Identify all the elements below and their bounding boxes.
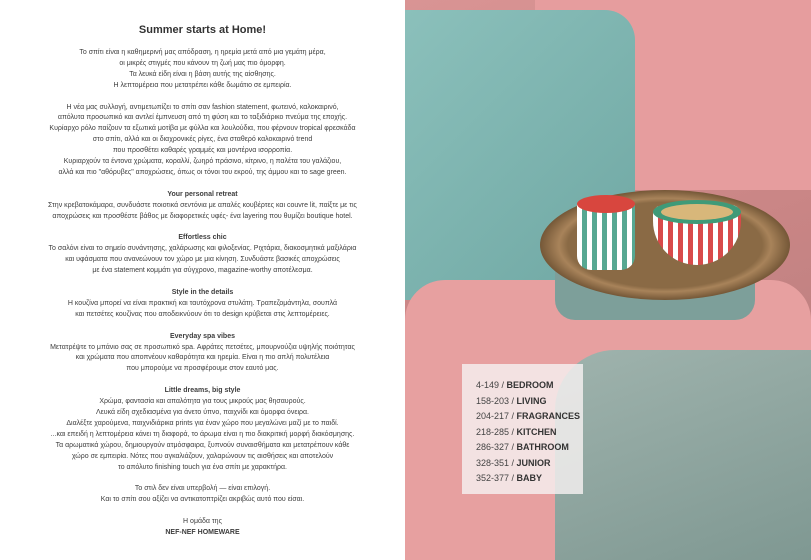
text-line: Στην κρεβατοκάμαρα, συνδυάστε ποιοτικά σεντόνια με απαλές κουβέρτες και couvre lit, παίξτε με τις — [48, 201, 357, 209]
text-line: Διαλέξτε χαρούμενα, παιχνιδιάρικα prints για έναν χώρο που μεγαλώνει μαζί με το παιδί. — [66, 419, 339, 427]
separator: / — [509, 442, 517, 452]
text-line: και χρώματα που αποπνέουν καθαρότητα και ηρεμία. Είναι η πιο απλή πολυτέλεια — [75, 354, 330, 362]
body-text — [0, 48, 405, 539]
text-section — [0, 103, 405, 179]
section-heading: Little dreams, big style — [164, 387, 241, 395]
index-entry[interactable] — [476, 409, 583, 425]
text-line: Κυρίαρχο ρόλο παίζουν τα εξωτικά μοτίβα με φύλλα και λουλούδια, που φέρνουν tropical φρεσκάδα — [49, 125, 356, 133]
text-line: που προσθέτει καθαρές γραμμές και μοντέρνα ισορροπία. — [112, 147, 293, 155]
text-section — [0, 288, 405, 321]
section-heading: Effortless chic — [178, 234, 227, 242]
text-line: Η νέα μας συλλογή, αντιμετωπίζει το σπίτι σαν fashion statement, φωτεινό, καλοκαιρινό, — [66, 103, 339, 111]
section-index — [462, 364, 583, 494]
page-range: 204-217 — [476, 411, 510, 421]
section-label: FRAGRANCES — [516, 411, 581, 421]
text-line: Η ομάδα της — [183, 518, 222, 526]
text-section — [0, 484, 405, 506]
text-line: Μετατρέψτε το μπάνιο σας σε προσωπικό spa. Αφράτες πετσέτες, μπουρνούζια υψηλής ποιότητας — [50, 343, 355, 351]
text-line: και υφάσματα που ανανεώνουν τον χώρο με μια κίνηση. Συνδυάστε βασικές αποχρώσεις — [65, 256, 340, 264]
text-page — [0, 0, 405, 560]
section-heading: Your personal retreat — [167, 190, 238, 198]
separator: / — [509, 473, 517, 483]
text-line: Το σαλόνι είναι το σημείο συνάντησης, χαλάρωσης και φιλοξενίας. Ριχτάρια, διακοσμητικά μαξιλάρια — [48, 245, 357, 253]
separator: / — [509, 395, 517, 406]
text-line: αλλά και πιο "αθόρυβες" αποχρώσεις, όπως οι τόνοι του εκρού, της άμμου και το sage green. — [58, 168, 347, 176]
section-label: JUNIOR — [516, 457, 551, 468]
text-line: Το στιλ δεν είναι υπερβολή — είναι επιλογή. — [134, 485, 271, 493]
text-section — [0, 48, 405, 92]
text-section — [0, 233, 405, 277]
index-entry[interactable] — [476, 456, 583, 472]
section-label: BATHROOM — [516, 442, 569, 452]
section-heading: Style in the details — [171, 289, 234, 297]
page-range: 218-285 — [476, 426, 510, 437]
section-heading: Everyday spa vibes — [170, 332, 235, 340]
index-entry[interactable] — [476, 440, 583, 456]
bowl-contents — [661, 204, 733, 220]
section-label: LIVING — [516, 395, 547, 406]
separator: / — [509, 426, 517, 437]
text-line: NEF-NEF HOMEWARE — [165, 529, 240, 537]
text-line: Λευκά είδη σχεδιασμένα για άνετο ύπνο, παιχνίδι και όμορφα όνειρα. — [96, 409, 309, 417]
text-line: ...και επειδή η λεπτομέρεια κάνει τη διαφορά, το άρωμα είναι η πιο διακριτική μορφή διακόσμησης. — [50, 430, 355, 438]
text-line: και πετσέτες κουζίνας που αποδεικνύουν ότι το design κρύβεται στις λεπτομέρειες. — [75, 310, 330, 318]
text-line: το απόλυτο finishing touch για ένα σπίτι με χαρακτήρα. — [118, 463, 287, 471]
separator: / — [509, 457, 517, 468]
text-line: Και το σπίτι σου αξίζει να αντικατοπτρίζει ακριβώς αυτό που είσαι. — [100, 496, 305, 504]
text-line: Χρώμα, φαντασία και απαλότητα για τους μικρούς μας θησαυρούς. — [99, 398, 306, 406]
page-range: 328-351 — [476, 457, 510, 468]
text-line: οι μικρές στιγμές που κάνουν τη ζωή μας πιο όμορφη. — [119, 59, 286, 67]
separator: / — [509, 411, 517, 421]
text-section — [0, 190, 405, 223]
text-line: απόλυτα προσωπικό και αντλεί έμπνευση από τη φύση και το ταξιδιάρικο πνεύμα της εποχής. — [57, 114, 348, 122]
section-label: BEDROOM — [506, 380, 554, 390]
index-entry[interactable] — [476, 378, 583, 394]
grey-throw — [555, 350, 811, 560]
text-line: Η κουζίνα μπορεί να είναι πρακτική και ταυτόχρονα στυλάτη. Τραπεζομάντηλα, σουπλά — [67, 299, 338, 307]
text-section — [0, 517, 405, 539]
index-entry[interactable] — [476, 425, 583, 441]
mug-rim — [577, 195, 635, 213]
text-line: αποχρώσεις και προσθέστε βάθος με διαφορετικές υφές- ένα layering που θυμίζει boutique hotel. — [52, 212, 353, 220]
page-range: 158-203 — [476, 395, 510, 406]
text-line: με ένα statement κομμάτι για σύγχρονο, magazine-worthy αποτέλεσμα. — [92, 267, 313, 275]
index-entry[interactable] — [476, 394, 583, 410]
text-line: στο σπίτι, αλλά και οι διαχρονικές ρίγες, ένα σταθερό καλοκαιρινό trend — [92, 136, 313, 144]
section-label: BABY — [516, 473, 543, 483]
text-line: Κυριαρχούν τα έντονα χρώματα, κοραλλί, ζωηρό πράσινο, κίτρινο, η παλέτα του γαλάζιου, — [63, 158, 342, 166]
text-line: Τα λευκά είδη είναι η βάση αυτής της αίσθησης. — [129, 70, 276, 78]
text-section — [0, 332, 405, 376]
text-line: που μπορούμε να προσφέρουμε στον εαυτό μας. — [126, 365, 279, 373]
text-line: Το σπίτι είναι η καθημερινή μας απόδραση, η ηρεμία μετά από μια γεμάτη μέρα, — [79, 49, 326, 56]
text-section — [0, 386, 405, 473]
index-entry[interactable] — [476, 471, 583, 487]
page-range: 286-327 — [476, 442, 510, 452]
page-title: Summer starts at Home! — [138, 24, 267, 36]
text-line: Η λεπτομέρεια που μετατρέπει κάθε δωμάτιο σε εμπειρία. — [113, 81, 292, 89]
text-line: Τα αρωματικά χώρου, δημιουργούν ατμόσφαιρα, ξυπνούν συναισθήματα και μετατρέπουν κάθε — [55, 441, 350, 449]
page-range: 352-377 — [476, 473, 510, 483]
section-label: KITCHEN — [516, 426, 557, 437]
text-line: χώρο σε εμπειρία. Νότες που αγκαλιάζουν, χαλαρώνουν τις αισθήσεις και αποτελούν — [71, 452, 334, 460]
separator: / — [499, 380, 507, 390]
page-range: 4-149 — [476, 380, 500, 390]
